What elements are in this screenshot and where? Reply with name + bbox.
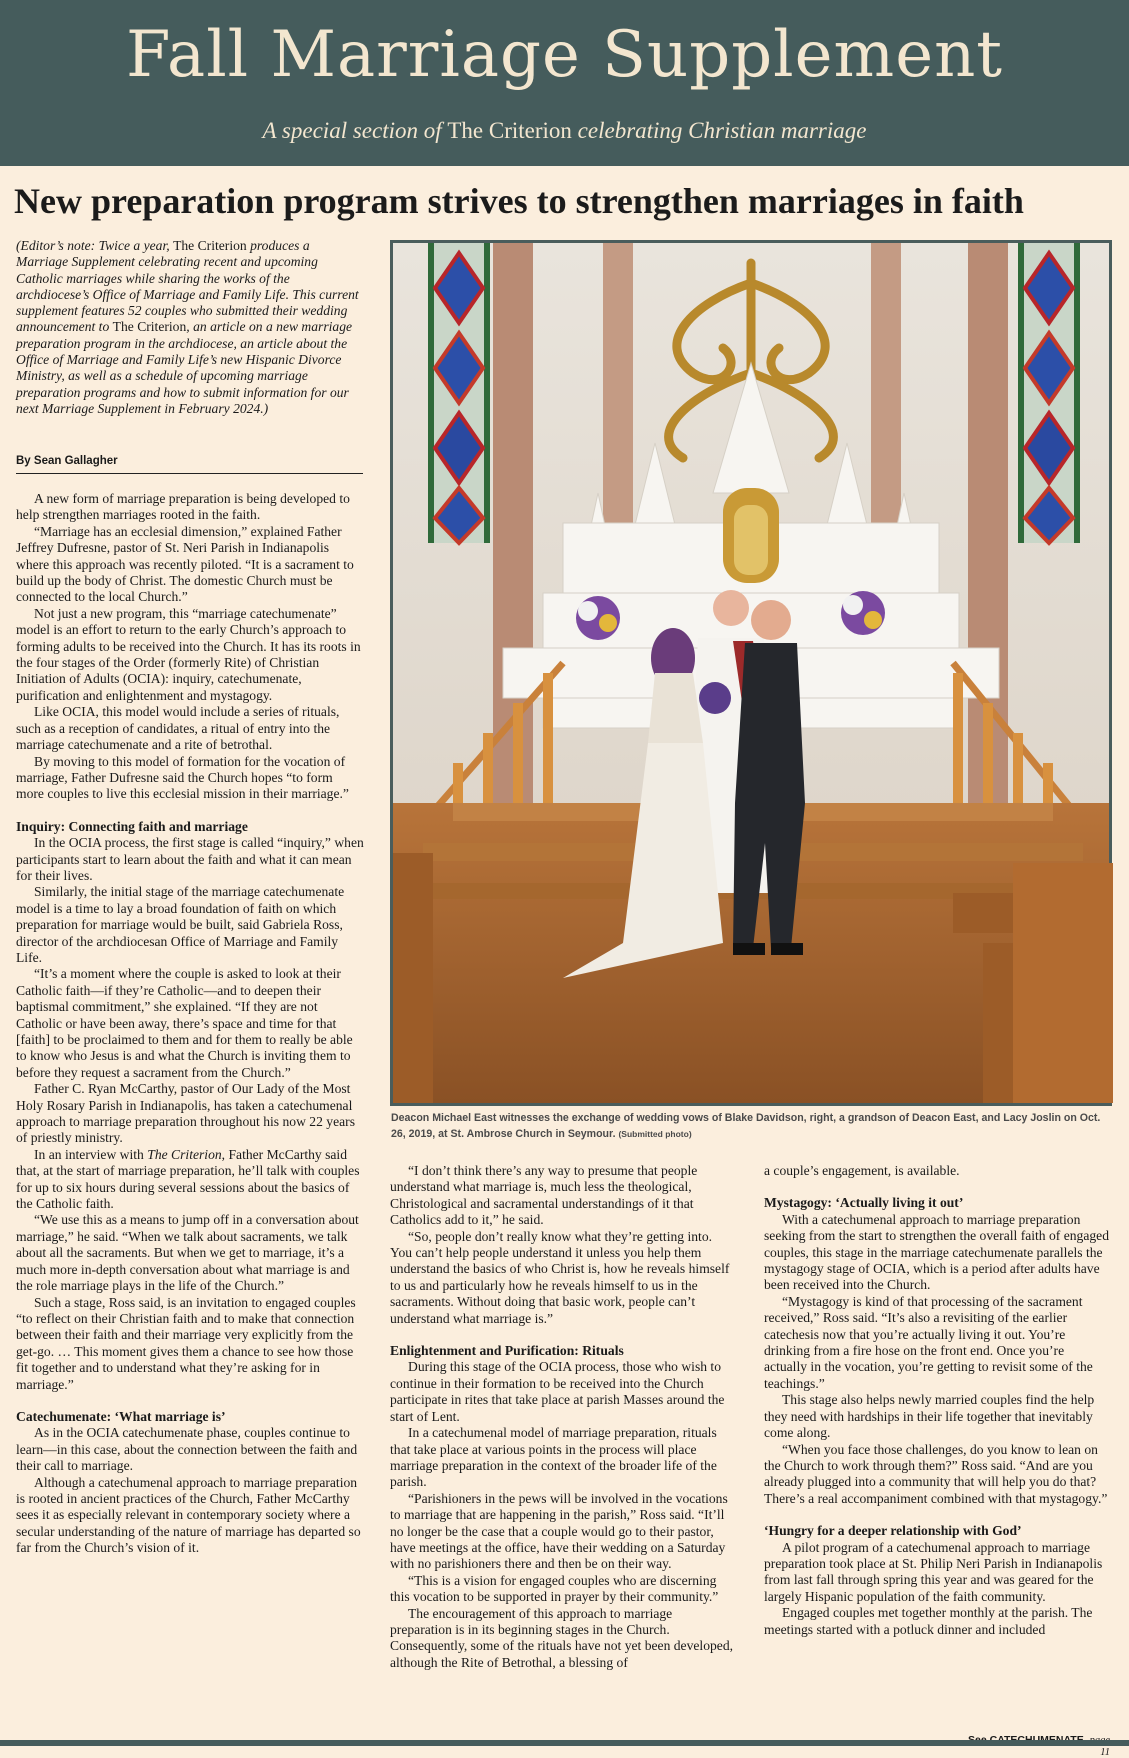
article-column-3 — [764, 1163, 1109, 1638]
paragraph: Such a stage, Ross said, is an invitation to engaged couples “to reflect on their Christian faith and to make that connection between their faith and their marriage very explicitly from the get-go. … This moment gives them a chance to see how those fit together and to understand what they’re asking for in marriage.” — [16, 1294, 356, 1392]
paragraph: By moving to this model of formation for the vocation of marriage, Father Dufresne said the Church hopes “to form more couples to live this ecclesial mission in their marriage.” — [16, 753, 349, 802]
subhead: Catechumenate: ‘What marriage is’ — [16, 1408, 226, 1424]
photo-credit: (Submitted photo) — [618, 1128, 692, 1139]
editors-note-text: , an article on a new marriage preparation program in the archdiocese, an article about the Office of Marriage and Family Life’s new Hispanic Divorce Ministry, as well as a schedule of upcoming marriage preparation programs and how to submit information for our next Marriage Supplement in February 2024.) — [16, 319, 353, 416]
stained-glass-left — [428, 243, 490, 543]
paragraph: “Parishioners in the pews will be involved in the vocations to marriage that are happening in the parish,” Ross said. “It’ll no longer be the case that a couple would go to their pastor, have meetings at the office, have their wedding on a Saturday with no parishioners there and then be on their way. — [390, 1490, 728, 1572]
byline: By Sean Gallagher — [16, 455, 363, 474]
paragraph: Although a catechumenal approach to marriage preparation is rooted in ancient practices of the Church, Father McCarthy sees it as especially relevant in contemporary society where a secular understanding of the nature of marriage has departed so far from the Church’s vision of it. — [16, 1474, 361, 1556]
jump-page: 11 — [1100, 1747, 1110, 1758]
paragraph: “I don’t think there’s any way to presume that people understand what marriage is, much less the theological, Christological and sacramental understandings of it that Catholics add to it,” he said. — [390, 1163, 698, 1228]
paragraph: In a catechumenal model of marriage preparation, rituals that take place at various points in the process will place marriage preparation in the context of the broader life of the parish. — [390, 1425, 717, 1490]
wedding-photo — [390, 240, 1112, 1106]
paragraph: This stage also helps newly married couples find the help they need with hardships in their life together that inevitably come along. — [764, 1392, 1095, 1441]
subhead: ‘Hungry for a deeper relationship with God’ — [764, 1523, 1022, 1539]
paragraph — [16, 1147, 364, 1213]
publication-name: The Criterion — [147, 1146, 222, 1162]
publication-name: The Criterion — [173, 238, 247, 253]
caption-text: Deacon Michael East witnesses the exchange of wedding vows of Blake Davidson, right, a grandson of Deacon East, and Lacy Joslin on Oct. 26, 2019, at St. Ambrose Church in Seymour. — [391, 1112, 1101, 1140]
publication-name: The Criterion — [447, 118, 572, 143]
paragraph: “We use this as a means to jump off in a conversation about marriage,” he said. “When we talk about sacraments, we talk about all the sacraments. But when we get to marriage, it’s a much more in-depth conversation about what marriage is and the role marriage plays in the life of the Church.” — [16, 1212, 359, 1294]
paragraph: “Marriage has an ecclesial dimension,” explained Father Jeffrey Dufresne, pastor of St. Neri Parish in Indianapolis where this approach was recently piloted. “It is a sacrament to build up the body of Christ. The domestic Church must be connected to the local Church.” — [16, 523, 354, 605]
paragraph-text: In an interview with — [34, 1146, 148, 1162]
wedding-altar-illustration — [393, 243, 1109, 1103]
article-column-2 — [390, 1163, 735, 1671]
editors-note-text: produces a Marriage Supplement celebrating recent and upcoming Catholic marriages while sharing the works of the archdiocese’s Office of Marriage and Family Life. This current supplement features 52 couples who submitted their wedding announcement to — [16, 238, 359, 335]
editors-note — [16, 238, 361, 417]
paragraph: Father C. Ryan McCarthy, pastor of Our Lady of the Most Holy Rosary Parish in Indianapolis, has taken a catechumenal approach to marriage preparation throughout his now 22 years of priestly ministry. — [16, 1081, 355, 1146]
footer-bar — [0, 1740, 1129, 1746]
paragraph: A pilot program of a catechumenal approach to marriage preparation took place at St. Philip Neri Parish in Indianapolis from last fall through spring this year and was geared for the largely Hispanic population of the faith community. — [764, 1539, 1103, 1604]
paragraph-text: , Father McCarthy said that, at the start of marriage preparation, he’ll talk with couples for up to six hours during several sessions about the basics of the Catholic faith. — [16, 1146, 360, 1212]
paragraph: The encouragement of this approach to marriage preparation is in its beginning stages in the Church. Consequently, some of the rituals have not yet been developed, although the Rite of Betrothal, a blessing of — [390, 1605, 734, 1670]
publication-name: The Criterion — [112, 319, 187, 335]
paragraph: A new form of marriage preparation is being developed to help strengthen marriages rooted in the faith. — [16, 491, 350, 523]
paragraph: “It’s a moment where the couple is asked to look at their Catholic faith—if they’re Catholic—and to deepen their baptismal commitment,” she explained. “If they are not Catholic or have been away, there’s space and time for that [faith] to be proclaimed to them and for them to really be able to know who Jesus is and what the Church is inviting them to before they request a sacrament from the Church.” — [16, 966, 353, 1080]
paragraph: Engaged couples met together monthly at the parish. The meetings started with a potluck dinner and included — [764, 1605, 1093, 1637]
paragraph: “So, people don’t really know what they’re getting into. You can’t help people understand it unless you help them understand the basics of who Christ is, how he reveals himself to us and particularly how he reveals himself to us in the sacraments. Without doing that basic work, people can’t understand what marriage is.” — [390, 1228, 730, 1326]
subtitle-text: A special section of — [262, 118, 448, 143]
subhead: Enlightenment and Purification: Rituals — [390, 1343, 624, 1359]
paragraph: With a catechumenal approach to marriage preparation seeking from the start to strengthen the overall faith of engaged couples, this stage in the marriage catechumenate parallels the mystagogy stage of OCIA, which is a period after adults have been received into the Church. — [764, 1211, 1110, 1293]
paragraph: Like OCIA, this model would include a series of rituals, such as a reception of candidates, a ritual of entry into the marriage catechumenate and a rite of betrothal. — [16, 704, 340, 753]
paragraph: As in the OCIA catechumenate phase, couples continue to learn—in this case, about the connection between the faith and their call to marriage. — [16, 1425, 358, 1474]
paragraph: During this stage of the OCIA process, those who wish to continue in their formation to be received into the Church participate in rites that take place at parish Masses around the start of Lent. — [390, 1359, 725, 1424]
supplement-title: Fall Marriage Supplement — [125, 18, 1004, 92]
article-column-1 — [16, 491, 364, 1557]
paragraph: Similarly, the initial stage of the marriage catechumenate model is a time to lay a broad foundation of faith on which preparation for marriage would be built, said Gabriela Ross, director of the archdiocesan Office of Marriage and Family Life. — [16, 884, 345, 965]
article-headline: New preparation program strives to strengthen marriages in faith — [14, 181, 1024, 221]
paragraph: Not just a new program, this “marriage catechumenate” model is an effort to return to the early Church’s approach to forming adults to be received into the Church. It has its roots in the four stages of the Order (formerly Rite) of Christian Initiation of Adults (OCIA): inquiry, catechumenate, purification and enlightenment and mystagogy. — [16, 605, 361, 703]
stained-glass-right — [1018, 243, 1080, 543]
photo-caption — [391, 1111, 1113, 1142]
editors-note-text: (Editor’s note: Twice a year, — [16, 238, 174, 253]
masthead-banner — [0, 0, 1129, 166]
supplement-subtitle — [0, 118, 1129, 144]
paragraph: “When you face those challenges, do you know to lean on the Church to work through them?” Ross said. “And are you already plugged into a community that will help you do that? There’s a real accompaniment combined with that mystagogy.” — [764, 1441, 1108, 1506]
paragraph: In the OCIA process, the first stage is called “inquiry,” when participants start to learn about the faith and what it can mean for their lives. — [16, 835, 364, 883]
paragraph: “This is a vision for engaged couples who are discerning this vocation to be supported in prayer by their community.” — [390, 1572, 719, 1605]
paragraph: “Mystagogy is kind of that processing of the sacrament received,” Ross said. “It’s also a revisiting of the earlier catechesis now that you’re actually living it out. You’re drinking from a fire hose on the front end. Once you’re actually in the vocation, you’re getting to revisit some of the teachings.” — [764, 1293, 1093, 1391]
subhead: Inquiry: Connecting faith and marriage — [16, 818, 248, 834]
subhead: Mystagogy: ‘Actually living it out’ — [764, 1195, 964, 1211]
subtitle-text-end: celebrating Christian marriage — [571, 118, 867, 143]
paragraph: a couple’s engagement, is available. — [764, 1163, 960, 1178]
jump-line[interactable] — [960, 1734, 1110, 1758]
